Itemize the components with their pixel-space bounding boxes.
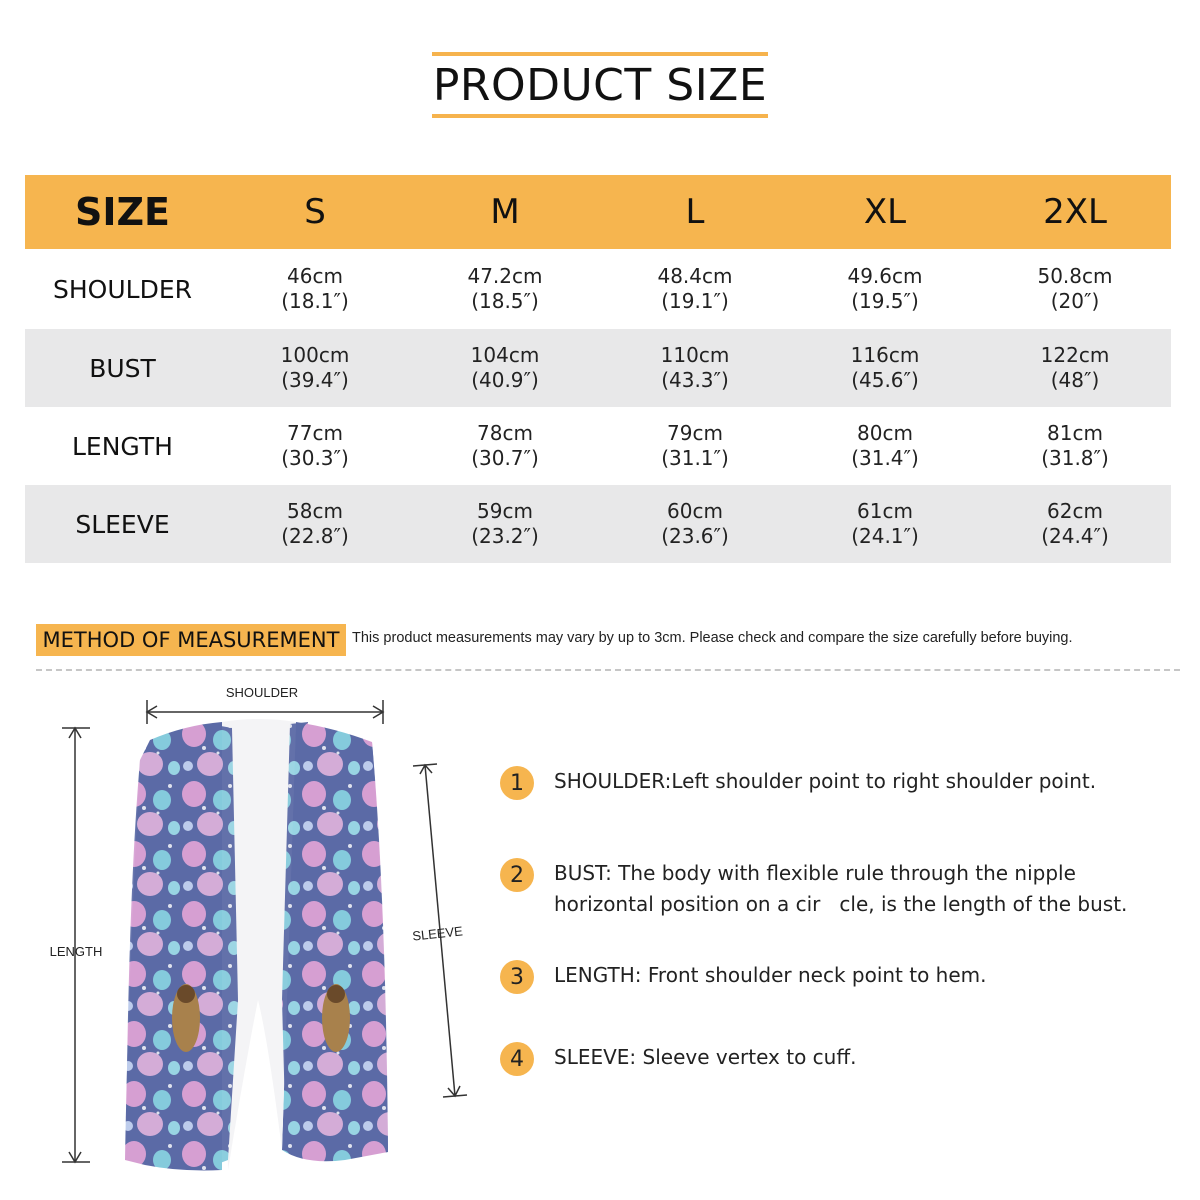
table-cell: [600, 343, 790, 393]
header-size-2xl: 2XL: [1043, 192, 1107, 232]
instruction-text: BUST: The body with flexible rule through the nipple horizontal position on a cir cle, is the length of the bust.: [554, 861, 1128, 916]
cell-cm: 122cm: [1040, 343, 1110, 367]
step-number-badge: 3: [500, 960, 534, 994]
table-cell: [410, 499, 600, 549]
cell-inch: (24.1″): [851, 524, 919, 548]
cell-cm: 60cm: [667, 499, 723, 523]
table-cell: [790, 499, 980, 549]
cell-cm: 61cm: [857, 499, 913, 523]
cell-cm: 58cm: [287, 499, 343, 523]
header-size-m: M: [490, 192, 520, 232]
cell-inch: (48″): [1050, 368, 1100, 392]
row-label: SLEEVE: [75, 509, 170, 539]
cell-inch: (31.4″): [851, 446, 919, 470]
section-divider: [36, 669, 1180, 671]
instruction-text: SHOULDER:Left shoulder point to right shoulder point.: [554, 769, 1097, 793]
cardigan-garment: [125, 719, 388, 1170]
table-cell: [980, 499, 1170, 549]
cell-cm: 78cm: [477, 421, 533, 445]
instruction-item: [500, 1042, 1164, 1076]
size-table: [25, 175, 1171, 563]
table-cell: [220, 343, 410, 393]
cell-inch: (40.9″): [471, 368, 539, 392]
measurement-note: This product measurements may vary by up to 3cm. Please check and compare the size carefully before buying.: [352, 630, 1073, 646]
table-cell: [220, 499, 410, 549]
cell-inch: (31.1″): [661, 446, 729, 470]
cell-cm: 110cm: [660, 343, 730, 367]
table-cell: [410, 421, 600, 471]
cell-inch: (18.1″): [281, 289, 349, 313]
cell-inch: (31.8″): [1041, 446, 1109, 470]
table-row-length: [25, 407, 1171, 485]
cell-inch: (30.3″): [281, 446, 349, 470]
cell-cm: 100cm: [280, 343, 350, 367]
table-cell: [220, 264, 410, 314]
shoulder-dimension-label: SHOULDER: [225, 685, 299, 700]
cell-inch: (24.4″): [1041, 524, 1109, 548]
table-cell: [600, 264, 790, 314]
row-label: LENGTH: [72, 431, 173, 461]
row-label: SHOULDER: [53, 274, 192, 304]
table-cell: [980, 421, 1170, 471]
cell-cm: 62cm: [1047, 499, 1103, 523]
length-dimension-label: LENGTH: [49, 944, 103, 959]
cell-cm: 49.6cm: [847, 264, 923, 288]
header-size-label: SIZE: [74, 190, 171, 234]
table-cell: [790, 421, 980, 471]
table-cell: [600, 499, 790, 549]
cell-cm: 79cm: [667, 421, 723, 445]
table-row-sleeve: [25, 485, 1171, 563]
table-cell: [220, 421, 410, 471]
cell-cm: 59cm: [477, 499, 533, 523]
cell-inch: (43.3″): [661, 368, 729, 392]
cell-inch: (19.5″): [851, 289, 919, 313]
cell-inch: (30.7″): [471, 446, 539, 470]
cell-inch: (18.5″): [471, 289, 539, 313]
cell-inch: (19.1″): [661, 289, 729, 313]
cell-cm: 77cm: [287, 421, 343, 445]
cell-cm: 81cm: [1047, 421, 1103, 445]
cell-cm: 48.4cm: [657, 264, 733, 288]
size-table-header: [25, 175, 1171, 249]
step-number-badge: 2: [500, 858, 534, 892]
cell-inch: (20″): [1050, 289, 1100, 313]
table-cell: [410, 264, 600, 314]
header-size-s: S: [304, 192, 326, 232]
sleeve-dimension-label: SLEEVE: [411, 923, 464, 944]
cardigan-measurement-diagram: [0, 680, 480, 1200]
cell-inch: (23.6″): [661, 524, 729, 548]
instruction-text: LENGTH: Front shoulder neck point to hem.: [554, 963, 987, 987]
table-row-shoulder: [25, 249, 1171, 329]
method-of-measurement-label: [36, 624, 346, 656]
table-cell: [980, 343, 1170, 393]
cell-cm: 50.8cm: [1037, 264, 1113, 288]
table-cell: [790, 343, 980, 393]
cell-cm: 46cm: [287, 264, 343, 288]
product-size-title-frame: [432, 52, 768, 118]
step-number-badge: 1: [500, 766, 534, 800]
instruction-item: [500, 766, 1164, 800]
table-cell: [980, 264, 1170, 314]
cell-cm: 47.2cm: [467, 264, 543, 288]
cell-cm: 104cm: [470, 343, 540, 367]
cell-inch: (22.8″): [281, 524, 349, 548]
page-title: PRODUCT SIZE: [432, 59, 768, 111]
cell-inch: (39.4″): [281, 368, 349, 392]
instruction-item: [500, 960, 1164, 994]
instruction-item: [500, 858, 1164, 920]
table-cell: [790, 264, 980, 314]
step-number-badge: 4: [500, 1042, 534, 1076]
table-row-bust: [25, 329, 1171, 407]
cell-inch: (45.6″): [851, 368, 919, 392]
cell-cm: 116cm: [850, 343, 920, 367]
table-cell: [410, 343, 600, 393]
cell-cm: 80cm: [857, 421, 913, 445]
header-size-l: L: [685, 192, 705, 232]
header-size-xl: XL: [863, 192, 907, 232]
cell-inch: (23.2″): [471, 524, 539, 548]
table-cell: [600, 421, 790, 471]
instruction-text: SLEEVE: Sleeve vertex to cuff.: [554, 1045, 857, 1069]
method-label-text: METHOD OF MEASUREMENT: [42, 628, 340, 652]
row-label: BUST: [89, 353, 156, 383]
